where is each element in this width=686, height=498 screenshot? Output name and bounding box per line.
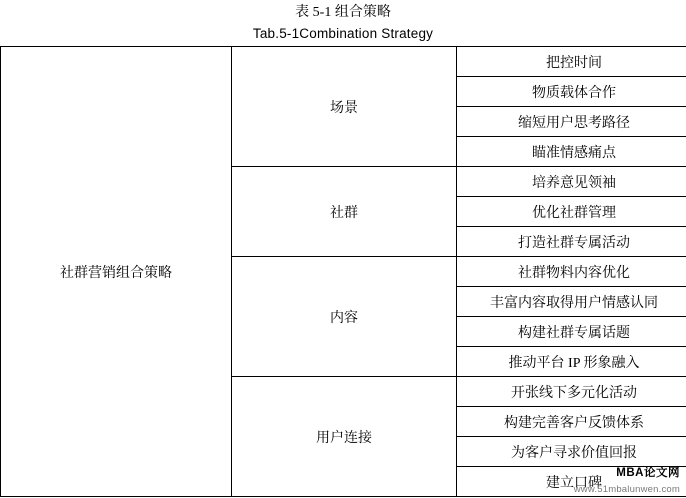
strategy-table [0, 46, 686, 497]
main-strategy-cell: 社群营销组合策略 [1, 47, 232, 497]
table-caption-chinese: 表 5-1 组合策略 [295, 5, 391, 20]
item-cell: 把控时间 [457, 47, 686, 77]
item-cell: 缩短用户思考路径 [457, 107, 686, 137]
watermark-brand: MBA论文网 [616, 467, 680, 479]
table-caption-english: Tab.5-1Combination Strategy [252, 26, 434, 41]
category-cell-community: 社群 [232, 167, 457, 257]
item-cell: 推动平台 IP 形象融入 [457, 347, 686, 377]
item-cell: 建立口碑 [457, 467, 686, 497]
category-cell-scene: 场景 [232, 47, 457, 167]
category-cell-user-connection: 用户连接 [232, 377, 457, 497]
item-cell: 社群物料内容优化 [457, 257, 686, 287]
item-cell: 构建完善客户反馈体系 [457, 407, 686, 437]
item-cell: 打造社群专属活动 [457, 227, 686, 257]
item-cell: 瞄准情感痛点 [457, 137, 686, 167]
item-cell: 培养意见领袖 [457, 167, 686, 197]
item-cell: 构建社群专属话题 [457, 317, 686, 347]
category-cell-content: 内容 [232, 257, 457, 377]
table-row [1, 47, 686, 77]
strategy-table-body [1, 47, 686, 497]
watermark-url: www.51mbalunwen.com [573, 484, 680, 495]
item-cell: 物质载体合作 [457, 77, 686, 107]
item-cell: 为客户寻求价值回报 [457, 437, 686, 467]
item-cell: 丰富内容取得用户情感认同 [457, 287, 686, 317]
item-cell: 开张线下多元化活动 [457, 377, 686, 407]
item-cell: 优化社群管理 [457, 197, 686, 227]
